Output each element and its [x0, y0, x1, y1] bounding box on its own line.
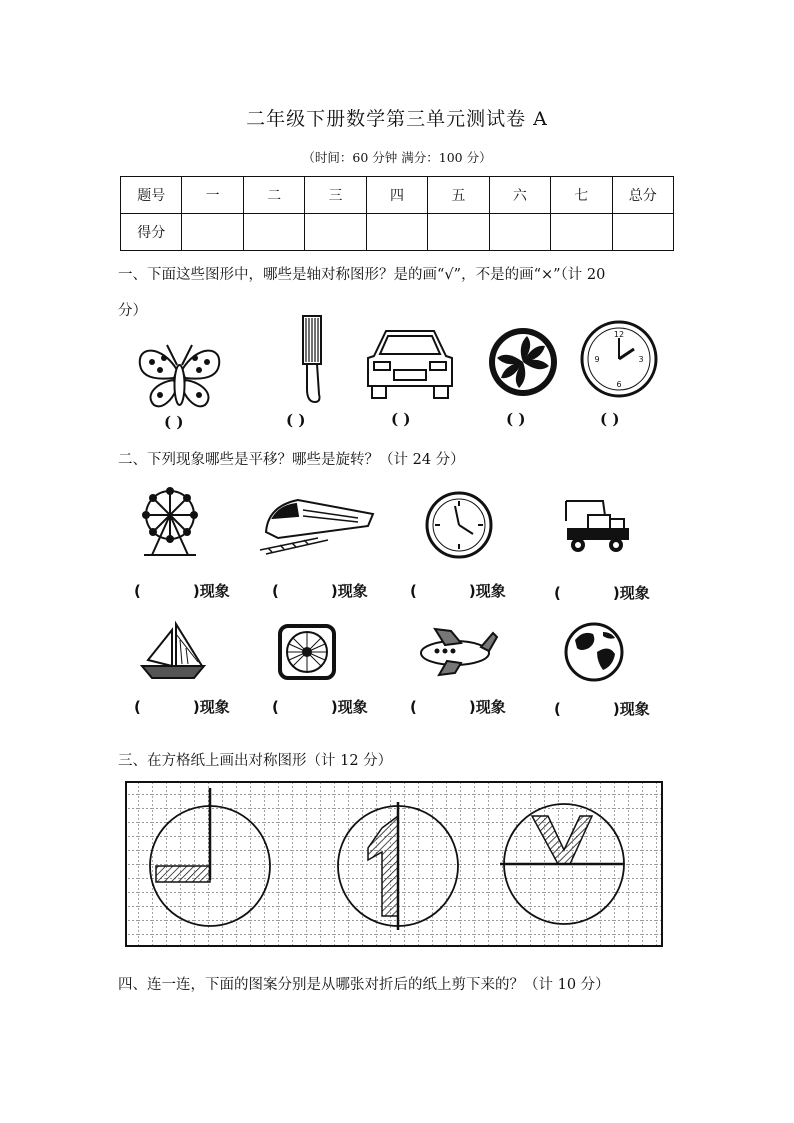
score-header-cell: 五 [428, 177, 489, 214]
svg-text:6: 6 [616, 380, 622, 389]
score-table-header-row [121, 177, 674, 214]
airplane-icon [415, 625, 499, 677]
score-input-cell[interactable] [243, 214, 304, 251]
q2-blank-open: ( [272, 698, 279, 716]
svg-text:12: 12 [613, 330, 625, 339]
question-1-text: 一、下面这些图形中，哪些是轴对称图形？是的画“√”，不是的画“×”（计 20 [118, 267, 606, 283]
score-header-cell: 一 [182, 177, 243, 214]
page-subtitle: （时间：60 分钟 满分：100 分） [302, 150, 492, 165]
score-input-cell[interactable] [366, 214, 427, 251]
q2-blank-open: ( [410, 698, 417, 716]
car-icon [364, 326, 456, 400]
q2-blank-open: ( [410, 582, 417, 600]
q2-blank-open: ( [134, 582, 141, 600]
score-header-cell: 七 [551, 177, 612, 214]
q1-answer-blank[interactable]: ( ) [391, 410, 411, 428]
grid-paper[interactable] [124, 780, 666, 950]
q1-answer-blank[interactable]: ( ) [506, 410, 526, 428]
svg-text:9: 9 [594, 355, 600, 364]
svg-text:3: 3 [638, 355, 644, 364]
q2-blank-close: )现象 [330, 582, 368, 600]
question-2-text: 二、下列现象哪些是平移？哪些是旋转？（计 24 分） [118, 452, 465, 468]
q2-blank-open: ( [554, 584, 561, 602]
q2-blank-close: )现象 [468, 698, 506, 716]
q1-answer-blank[interactable]: ( ) [164, 413, 184, 431]
q2-blank-open: ( [554, 700, 561, 718]
comb-icon [297, 314, 327, 404]
score-header-cell: 总分 [612, 177, 674, 214]
score-input-cell[interactable] [305, 214, 366, 251]
question-4-text: 四、连一连，下面的图案分别是从哪张对折后的纸上剪下来的？（计 10 分） [118, 977, 610, 993]
crane-truck-icon [558, 493, 633, 557]
question-1-text-cont: 分） [118, 303, 147, 319]
fan-icon [276, 620, 338, 682]
score-input-cell[interactable] [182, 214, 243, 251]
q2-blank-close: )现象 [192, 698, 230, 716]
pinwheel-icon [487, 326, 559, 398]
l-shape [156, 866, 210, 882]
q2-blank-close: )现象 [330, 698, 368, 716]
butterfly-icon [132, 340, 227, 412]
score-header-cell: 题号 [121, 177, 182, 214]
q2-blank-close: )现象 [612, 700, 650, 718]
q2-blank-open: ( [134, 698, 141, 716]
question-3-text: 三、在方格纸上画出对称图形（计 12 分） [118, 753, 393, 769]
score-header-cell: 六 [489, 177, 550, 214]
q2-blank-open: ( [272, 582, 279, 600]
q1-answer-blank[interactable]: ( ) [286, 411, 306, 429]
q2-blank-close: )现象 [192, 582, 230, 600]
score-input-cell[interactable] [428, 214, 489, 251]
page-title: 二年级下册数学第三单元测试卷 A [246, 108, 548, 130]
q2-blank-close: )现象 [612, 584, 650, 602]
clock-icon [425, 492, 495, 558]
q1-answer-blank[interactable]: ( ) [600, 410, 620, 428]
score-header-cell: 三 [305, 177, 366, 214]
train-icon [258, 494, 378, 556]
score-input-cell[interactable] [551, 214, 612, 251]
ferris-wheel-icon [134, 487, 206, 559]
score-header-cell: 四 [366, 177, 427, 214]
q2-blank-close: )现象 [468, 582, 506, 600]
sailboat-icon [138, 620, 208, 682]
score-table-score-row [121, 214, 674, 251]
score-input-cell[interactable] [612, 214, 674, 251]
globe-icon [563, 622, 625, 682]
score-table [120, 176, 674, 251]
score-input-cell[interactable] [489, 214, 550, 251]
clock-icon [580, 320, 658, 398]
score-header-cell: 二 [243, 177, 304, 214]
score-row-label: 得分 [121, 214, 182, 251]
